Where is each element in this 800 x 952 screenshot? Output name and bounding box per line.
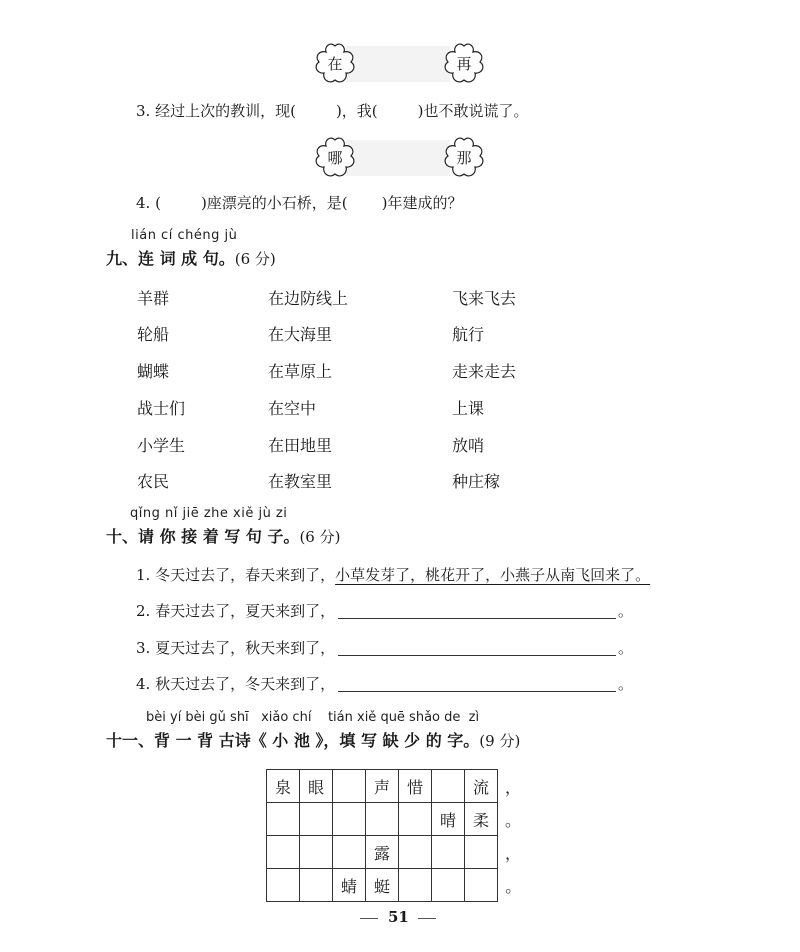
poem-cell: 晴 — [432, 803, 465, 836]
poem-cell: 柔 — [465, 803, 498, 836]
page-number: 51 — [388, 908, 409, 926]
poem-cell-blank[interactable] — [465, 836, 498, 869]
flower-char: 再 — [456, 55, 472, 73]
sentence-1 — [136, 564, 650, 585]
flower-char: 那 — [456, 149, 472, 167]
poem-cell-blank[interactable] — [432, 869, 465, 902]
sentence-2-answer-line[interactable] — [338, 618, 616, 619]
word-col1-1[interactable]: 轮船 — [137, 325, 170, 344]
word-col3-3[interactable]: 上课 — [452, 399, 485, 418]
poem-cell-blank[interactable] — [399, 836, 432, 869]
poem-punct: 。 — [504, 810, 521, 830]
poem-row — [267, 869, 529, 902]
poem-cell: 声 — [366, 770, 399, 803]
answer-gap-mid — [346, 140, 450, 176]
poem-cell-blank[interactable] — [465, 869, 498, 902]
page-number-dash-left — [360, 918, 378, 919]
flower-char-zai — [312, 41, 358, 87]
word-col3-2[interactable]: 走来走去 — [452, 362, 517, 381]
poem-cell: 泉 — [267, 770, 300, 803]
section-11-title — [106, 728, 520, 751]
flower-char-na4 — [441, 135, 487, 181]
sentence-4: 4. 秋天过去了，冬天来到了， — [136, 675, 336, 693]
flower-char-zai2 — [441, 41, 487, 87]
sentence-3-end: 。 — [618, 639, 634, 657]
q4-part-c: )年建成的？ — [381, 194, 463, 212]
poem-cell: 露 — [366, 836, 399, 869]
page-number-dash-right — [418, 918, 436, 919]
section-10-title-text: 十、请 你 接 着 写 句 子。 — [106, 527, 300, 546]
word-col1-2[interactable]: 蝴蝶 — [137, 362, 170, 381]
poem-cell-blank[interactable] — [300, 803, 333, 836]
section-9-score: (6 分) — [234, 250, 276, 268]
word-col1-0[interactable]: 羊群 — [137, 289, 170, 308]
section-11-pinyin: bèi yí bèi gǔ shī xiǎo chí tián xiě quē shǎo de zì — [146, 710, 480, 725]
sentence-3: 3. 夏天过去了，秋天来到了， — [136, 639, 336, 657]
poem-cell-blank[interactable] — [399, 869, 432, 902]
poem-cell-blank[interactable] — [267, 803, 300, 836]
poem-cell-blank[interactable] — [366, 803, 399, 836]
word-col1-3[interactable]: 战士们 — [137, 399, 186, 418]
poem-cell: 蜓 — [366, 869, 399, 902]
section-11-title-text: 十一、背 一 背 古诗《 小 池 》，填 写 缺 少 的 字。 — [106, 731, 480, 750]
q4-part-a: 4. ( — [136, 194, 161, 212]
section-9-pinyin: lián cí chéng jù — [131, 228, 238, 243]
word-col2-1[interactable]: 在大海里 — [268, 325, 333, 344]
poem-cell-blank[interactable] — [300, 869, 333, 902]
question-3 — [136, 100, 529, 121]
question-4 — [136, 192, 463, 213]
sentence-3-answer-line[interactable] — [338, 655, 616, 656]
poem-row — [267, 836, 529, 869]
section-10-pinyin: qǐng nǐ jiē zhe xiě jù zi — [130, 506, 288, 521]
section-10-score: (6 分) — [299, 528, 341, 546]
section-9-title-text: 九、连 词 成 句。 — [106, 249, 235, 268]
sentence-1-prefix: 1. 冬天过去了，春天来到了， — [136, 566, 336, 584]
poem-cell-blank[interactable] — [399, 803, 432, 836]
word-col1-4[interactable]: 小学生 — [137, 436, 186, 455]
poem-cell-blank[interactable] — [333, 836, 366, 869]
poem-punct: ， — [504, 843, 521, 863]
word-col2-2[interactable]: 在草原上 — [268, 362, 333, 381]
word-col1-5[interactable]: 农民 — [137, 472, 170, 491]
q3-part-b: )，我( — [335, 102, 378, 120]
section-11-score: (9 分) — [479, 732, 521, 750]
sentence-2-end: 。 — [618, 602, 634, 620]
word-col3-0[interactable]: 飞来飞去 — [452, 289, 517, 308]
poem-row — [267, 803, 529, 836]
poem-cell: 蜻 — [333, 869, 366, 902]
word-col2-3[interactable]: 在空中 — [268, 399, 317, 418]
flower-char: 在 — [327, 55, 343, 73]
poem-cell: 眼 — [300, 770, 333, 803]
flower-char-na3 — [312, 135, 358, 181]
poem-punct: 。 — [505, 876, 522, 896]
word-col3-1[interactable]: 航行 — [452, 325, 485, 344]
poem-grid — [266, 769, 529, 902]
word-col2-5[interactable]: 在教室里 — [268, 472, 333, 491]
word-col2-4[interactable]: 在田地里 — [268, 436, 333, 455]
q3-part-c: )也不敢说谎了。 — [417, 102, 529, 120]
sentence-2: 2. 春天过去了，夏天来到了， — [136, 602, 336, 620]
poem-cell-blank[interactable] — [267, 869, 300, 902]
answer-gap-top — [346, 46, 450, 82]
poem-cell-blank[interactable] — [333, 770, 366, 803]
poem-punct: ， — [504, 777, 521, 797]
poem-cell-blank[interactable] — [267, 836, 300, 869]
sentence-1-answer: 小草发芽了，桃花开了，小燕子从南飞回来了。 — [335, 566, 651, 584]
section-10-title — [106, 524, 340, 547]
poem-row — [267, 770, 529, 803]
q3-part-a: 3. 经过上次的教训，现( — [136, 102, 296, 120]
word-col3-5[interactable]: 种庄稼 — [452, 472, 501, 491]
poem-cell: 惜 — [399, 770, 432, 803]
section-9-title — [106, 246, 276, 269]
poem-cell-blank[interactable] — [333, 803, 366, 836]
q4-part-b: )座漂亮的小石桥，是( — [200, 194, 348, 212]
poem-cell-blank[interactable] — [300, 836, 333, 869]
sentence-4-answer-line[interactable] — [338, 691, 616, 692]
poem-cell: 流 — [465, 770, 498, 803]
flower-char: 哪 — [327, 149, 343, 167]
word-col2-0[interactable]: 在边防线上 — [268, 289, 349, 308]
word-col3-4[interactable]: 放哨 — [452, 436, 485, 455]
sentence-4-end: 。 — [618, 675, 634, 693]
poem-cell-blank[interactable] — [432, 770, 465, 803]
poem-cell-blank[interactable] — [432, 836, 465, 869]
